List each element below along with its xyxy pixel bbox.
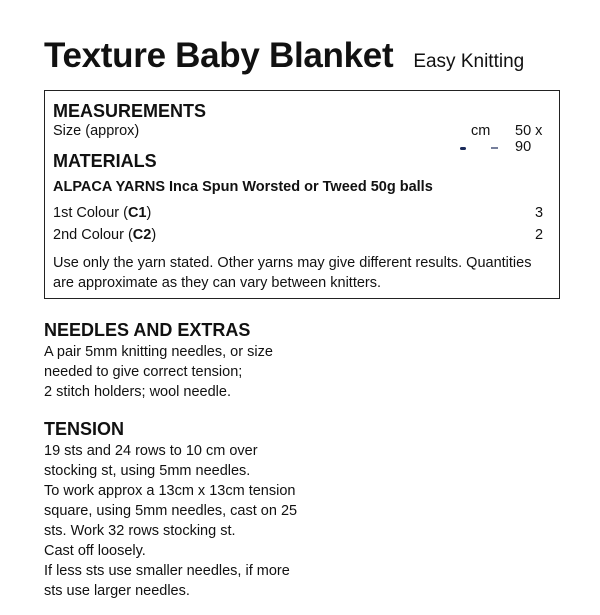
- needles-line-1: A pair 5mm knitting needles, or size: [44, 344, 273, 360]
- title-row: [44, 36, 524, 76]
- ink-mark: [491, 147, 498, 149]
- needles-line-3: 2 stitch holders; wool needle.: [44, 384, 231, 400]
- tension-line-4: square, using 5mm needles, cast on 25: [44, 503, 298, 519]
- size-label: Size (approx): [53, 123, 140, 139]
- colour-1-label: 1st Colour (C1): [53, 205, 152, 221]
- colour-2-qty: 2: [535, 227, 544, 243]
- yarn-note-line-2: are approximate as they can vary between knitters.: [53, 275, 382, 291]
- tension-line-8: sts use larger needles.: [44, 583, 190, 599]
- size-value: 50 x 90: [515, 123, 543, 155]
- yarn-description: ALPACA YARNS Inca Spun Worsted or Tweed 50g balls: [53, 179, 433, 195]
- measurements-heading: MEASUREMENTS: [53, 101, 207, 121]
- tension-line-5: sts. Work 32 rows stocking st.: [44, 523, 236, 539]
- yarn-note-line-1: Use only the yarn stated. Other yarns may give different results. Quantities: [53, 255, 532, 271]
- colour-1-code: C1: [127, 205, 147, 221]
- tension-heading: TENSION: [44, 419, 125, 439]
- ink-mark: [460, 147, 466, 150]
- measurements-materials-box: [44, 90, 560, 299]
- tension-line-2: stocking st, using 5mm needles.: [44, 463, 251, 479]
- pattern-title: Texture Baby Blanket: [44, 36, 394, 75]
- colour-2-code: C2: [132, 227, 152, 243]
- tension-line-1: 19 sts and 24 rows to 10 cm over: [44, 443, 258, 459]
- colour-1-qty: 3: [535, 205, 544, 221]
- pattern-subtitle: Easy Knitting: [413, 51, 525, 72]
- tension-line-6: Cast off loosely.: [44, 543, 146, 559]
- colour-2-label: 2nd Colour (C2): [53, 227, 157, 243]
- needles-line-2: needed to give correct tension;: [44, 364, 243, 380]
- tension-line-7: If less sts use smaller needles, if more: [44, 563, 290, 579]
- tension-line-3: To work approx a 13cm x 13cm tension: [44, 483, 296, 499]
- materials-heading: MATERIALS: [53, 151, 157, 171]
- size-unit: cm: [471, 123, 491, 139]
- needles-heading: NEEDLES AND EXTRAS: [44, 320, 251, 340]
